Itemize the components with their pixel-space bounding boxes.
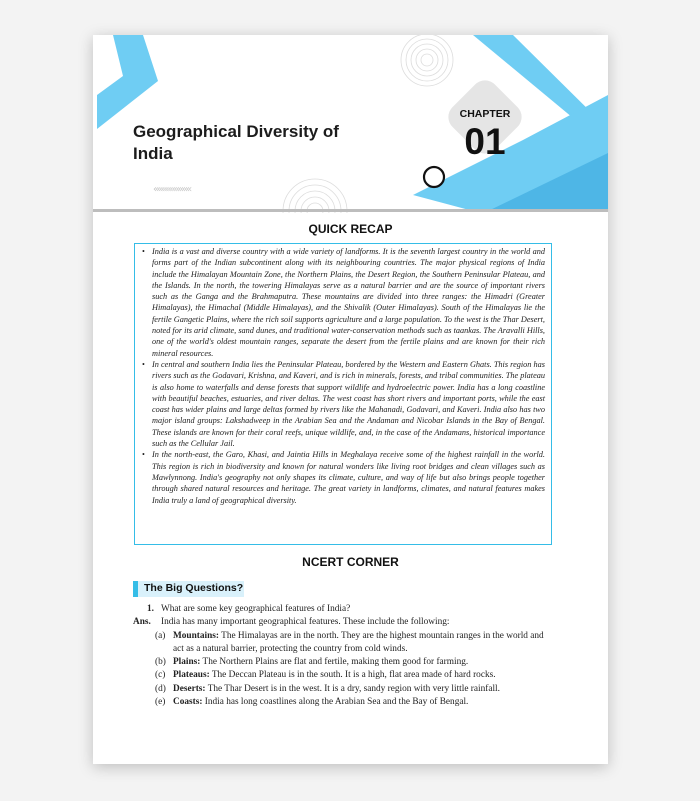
header-divider (93, 209, 608, 212)
recap-list (141, 246, 545, 506)
ncert-corner-heading: NCERT CORNER (302, 555, 399, 569)
chapter-number: 01 (464, 121, 506, 162)
item-term: Deserts: (173, 683, 206, 694)
question-number: 1. (147, 604, 154, 614)
recap-bullet: • India is a vast and diverse country with a wide variety of landforms. It is the seventh largest country in the world and forms part of the Indian subcontinent along with its neighbouring countries. The major physical regions of India include the Himalayan Mountain Zone, the Northern Plains, the Desert Region, the Southern Peninsular Plateau, and the Islands. In the north, the towering Himalayas serve as a natural barrier and are the source of important rivers such as the Ganga and the Brahmaputra. These mountains are divided into three ranges: the Himadri (Greater Himalayas), the Himachal (Middle Himalayas), and the Shivalik (Outer Himalayas). South of the Himalayas lie the fertile Gangetic Plains, where the rich soil supports agriculture and a large population. To the west is the Thar Desert, noted for its arid climate, sand dunes, and traditional water-conservation methods such as taankas. The Aravalli Hills, one of the world's oldest mountain ranges, separate the desert from the fertile plains and are known for their rich mineral resources. (152, 246, 545, 359)
rings-bottom-shape (283, 179, 347, 213)
answer-item-mountains (133, 630, 553, 657)
item-marker: (d) (155, 683, 166, 694)
item-text: India has long coastlines along the Arabian Sea and the Bay of Bengal. (204, 697, 469, 708)
question-text: What are some key geographical features of India? (161, 604, 351, 614)
answer-item-deserts (133, 683, 553, 696)
big-questions-text: The Big Questions? (144, 582, 244, 594)
small-circle-shape (424, 167, 444, 187)
item-text: The Himalayas are in the north. They are the highest mountain ranges in the world and act as a natural barrier, protecting the country from cold winds. (173, 630, 544, 654)
item-marker: (c) (155, 670, 166, 681)
book-page (93, 35, 608, 764)
answer-intro: India has many important geographical features. These include the following: (161, 617, 450, 628)
item-text: The Thar Desert is in the west. It is a dry, sandy region with very little rainfall. (207, 683, 500, 694)
item-term: Plains: (173, 657, 201, 668)
big-questions-label (133, 581, 244, 597)
corner-chevron-shape (97, 35, 158, 129)
answer-item-plains (133, 656, 553, 669)
answer-item-coasts (133, 696, 553, 709)
rings-top-shape (401, 35, 453, 86)
quick-recap-box (134, 243, 552, 545)
item-term: Mountains: (173, 630, 219, 641)
chapter-label: CHAPTER (459, 108, 511, 120)
quick-recap-heading: QUICK RECAP (308, 222, 393, 236)
chapter-title: Geographical Diversity of India (133, 122, 339, 163)
recap-bullet: • In the north-east, the Garo, Khasi, and Jaintia Hills in Meghalaya receive some of the highest rainfall in the world. This region is rich in biodiversity and known for natural wonders like living root bridges and clean villages such as Mawlynnong. India's geography not only shapes its climate, culture, and way of life but also brings people together through shared natural resources and heritage. The great variety in landforms, climates, and natural features makes India truly a land of geographical diversity. (152, 449, 545, 505)
item-text: The Deccan Plateau is in the south. It is a high, flat area made of hard rocks. (211, 670, 496, 681)
item-marker: (e) (155, 697, 166, 708)
recap-bullet: • In central and southern India lies the Peninsular Plateau, bordered by the Western and Eastern Ghats. This region has rivers such as the Godavari, Krishna, and Kaveri, and is rich in minerals, forests, and tribal communities. The plateau is also home to waterfalls and dense forests that support wildlife and hydroelectric power. India has a long coastline with beautiful beaches, estuaries, and river deltas. The west coast has short rivers and important ports, while the east coast has wider plains and large deltas formed by rivers like the Mahanadi, Godavari, and Kaveri. India also has two major island groups: Lakshadweep in the Arabian Sea and the Andaman and Nicobar Islands in the Bay of Bengal. These islands are known for their coral reefs, unique wildlife, and, in the case of the Andamans, historical importance such as the Cellular Jail. (152, 359, 545, 449)
item-term: Plateaus: (173, 670, 210, 681)
item-marker: (a) (155, 630, 166, 641)
item-text: The Northern Plains are flat and fertile, making them good for farming. (202, 657, 469, 668)
question-answer-block (133, 603, 553, 709)
answer-item-plateaus (133, 669, 553, 682)
item-marker: (b) (155, 657, 166, 668)
answer-row (133, 616, 553, 629)
arrows-decoration: ««««««««« (153, 184, 191, 195)
item-term: Coasts: (173, 697, 203, 708)
answer-label: Ans. (133, 617, 151, 628)
question-row (133, 603, 553, 616)
